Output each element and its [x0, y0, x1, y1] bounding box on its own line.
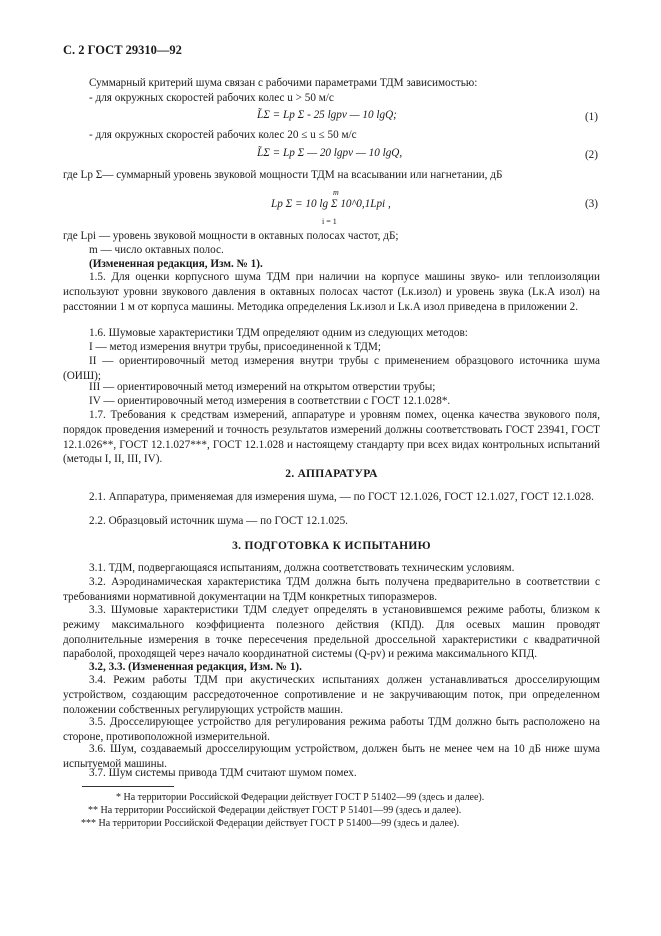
method-I: I — метод измерения внутри трубы, присоединенной к ТДМ; — [89, 341, 381, 353]
definition-lp-sum: где Lp Σ— суммарный уровень звуковой мощности ТДМ на всасывании или нагнетании, дБ — [63, 169, 503, 181]
condition-u-above-50: - для окружных скоростей рабочих колес u > 50 м/с — [89, 92, 334, 104]
edit-note: (Измененная редакция, Изм. № 1). — [89, 258, 263, 270]
condition-u-20-50: - для окружных скоростей рабочих колес 20 ≤ u ≤ 50 м/с — [89, 129, 357, 141]
clause-3-2: 3.2. Аэродинамическая характеристика ТДМ должна быть получена предварительно в соответствии с требованиями нормативной документации на ТДМ конкретных типоразмеров. — [63, 576, 600, 603]
equation-2: L̃Σ = Lp Σ — 20 lgpv — 10 lgQ, — [257, 147, 403, 159]
equation-3: Lp Σ = 10 lg Σ 10^0,1Lpi , — [271, 198, 391, 210]
section-2-heading: 2. АППАРАТУРА — [285, 468, 378, 480]
definition-m: m — число октавных полос. — [89, 244, 224, 256]
definition-lpi: где Lpi — уровень звуковой мощности в октавных полосах частот, дБ; — [63, 230, 399, 242]
section-3-heading: 3. ПОДГОТОВКА К ИСПЫТАНИЮ — [232, 540, 431, 552]
page-header: С. 2 ГОСТ 29310—92 — [63, 43, 182, 57]
equation-3-upper-limit: m — [333, 188, 339, 197]
clause-2-1: 2.1. Аппаратура, применяемая для измерения шума, — по ГОСТ 12.1.026, ГОСТ 12.1.027, ГОСТ 12.1.028. — [89, 491, 594, 503]
clause-2-2: 2.2. Образцовый источник шума — по ГОСТ 12.1.025. — [89, 515, 348, 527]
equation-1: L̃Σ = Lp Σ - 25 lgpv — 10 lgQ; — [257, 109, 397, 121]
clause-3-6: 3.6. Шум, создаваемый дросселирующим устройством, должен быть не менее чем на 10 дБ ниже шума испытуемой машины. — [63, 743, 600, 770]
clause-3-5: 3.5. Дросселирующее устройство для регулирования режима работы ТДМ должно быть расположено на стороне, противоположной измерительной. — [63, 716, 600, 743]
equation-3-lower-limit: i = 1 — [322, 217, 337, 226]
equation-1-number: (1) — [584, 111, 598, 123]
intro-paragraph: Суммарный критерий шума связан с рабочими параметрами ТДМ зависимостью: — [89, 77, 478, 89]
clause-3-3: 3.3. Шумовые характеристики ТДМ следует определять в установившемся режиме работы, близком к режиму максимального коэффициента полезного действия (КПД). Для осевых машин проводят дополнительные измерения в точке пересечения предельной дроссельной характеристики с квадратичной параболой, проходящей через начало координатной системы (Q-pv) и режима максимального КПД. — [63, 604, 600, 661]
footnote-2: ** На территории Российской Федерации действует ГОСТ Р 51401—99 (здесь и далее). — [88, 805, 462, 816]
clause-3-1: 3.1. ТДМ, подвергающаяся испытаниям, должна соответствовать техническим условиям. — [89, 562, 515, 574]
footnote-1: * На территории Российской Федерации действует ГОСТ Р 51402—99 (здесь и далее). — [116, 792, 485, 803]
edit-note-3-2-3-3: 3.2, 3.3. (Измененная редакция, Изм. № 1). — [89, 661, 302, 673]
clause-1-5: 1.5. Для оценки корпусного шума ТДМ при наличии на корпусе машины звуко- или теплоизоляции используют уровни звукового давления в октавных полосах частот (Lк.изол) и уровень звука (Lк.А изол) на расстоянии 1 м от корпуса машины. Методика определения Lк.изол и Lк.А изол приведена в приложении 2. — [63, 271, 600, 313]
method-IV: IV — ориентировочный метод измерения в соответствии с ГОСТ 12.1.028*. — [89, 395, 451, 407]
equation-2-number: (2) — [584, 149, 598, 161]
footnote-3: *** На территории Российской Федерации действует ГОСТ Р 51400—99 (здесь и далее). — [81, 818, 460, 829]
method-II: II — ориентировочный метод измерения внутри трубы с применением образцового источника шума (ОИШ); — [63, 355, 600, 382]
clause-3-4: 3.4. Режим работы ТДМ при акустических испытаниях должен устанавливаться дросселирующим устройством, создающим рассредоточенное сопротивление и не закручивающим поток, при определенном положении собственных регулирующих устройств машин. — [63, 674, 600, 716]
clause-3-7: 3.7. Шум системы привода ТДМ считают шумом помех. — [89, 767, 357, 779]
method-III: III — ориентировочный метод измерений на открытом отверстии трубы; — [89, 381, 436, 393]
equation-3-number: (3) — [584, 198, 598, 210]
clause-1-7: 1.7. Требования к средствам измерений, аппаратуре и уровням помех, оценка качества звукового поля, порядок проведения измерений и точность результатов измерений должны соответствовать ГОСТ 23941, ГОСТ 12.1.026**, ГОСТ 12.1.027***, ГОСТ 12.1.028 и настоящему стандарту при всех видах контрольных испытаний (методы I, II, III, IV). — [63, 409, 600, 466]
footnote-separator — [82, 786, 174, 787]
clause-1-6: 1.6. Шумовые характеристики ТДМ определяют одним из следующих методов: — [89, 327, 468, 339]
